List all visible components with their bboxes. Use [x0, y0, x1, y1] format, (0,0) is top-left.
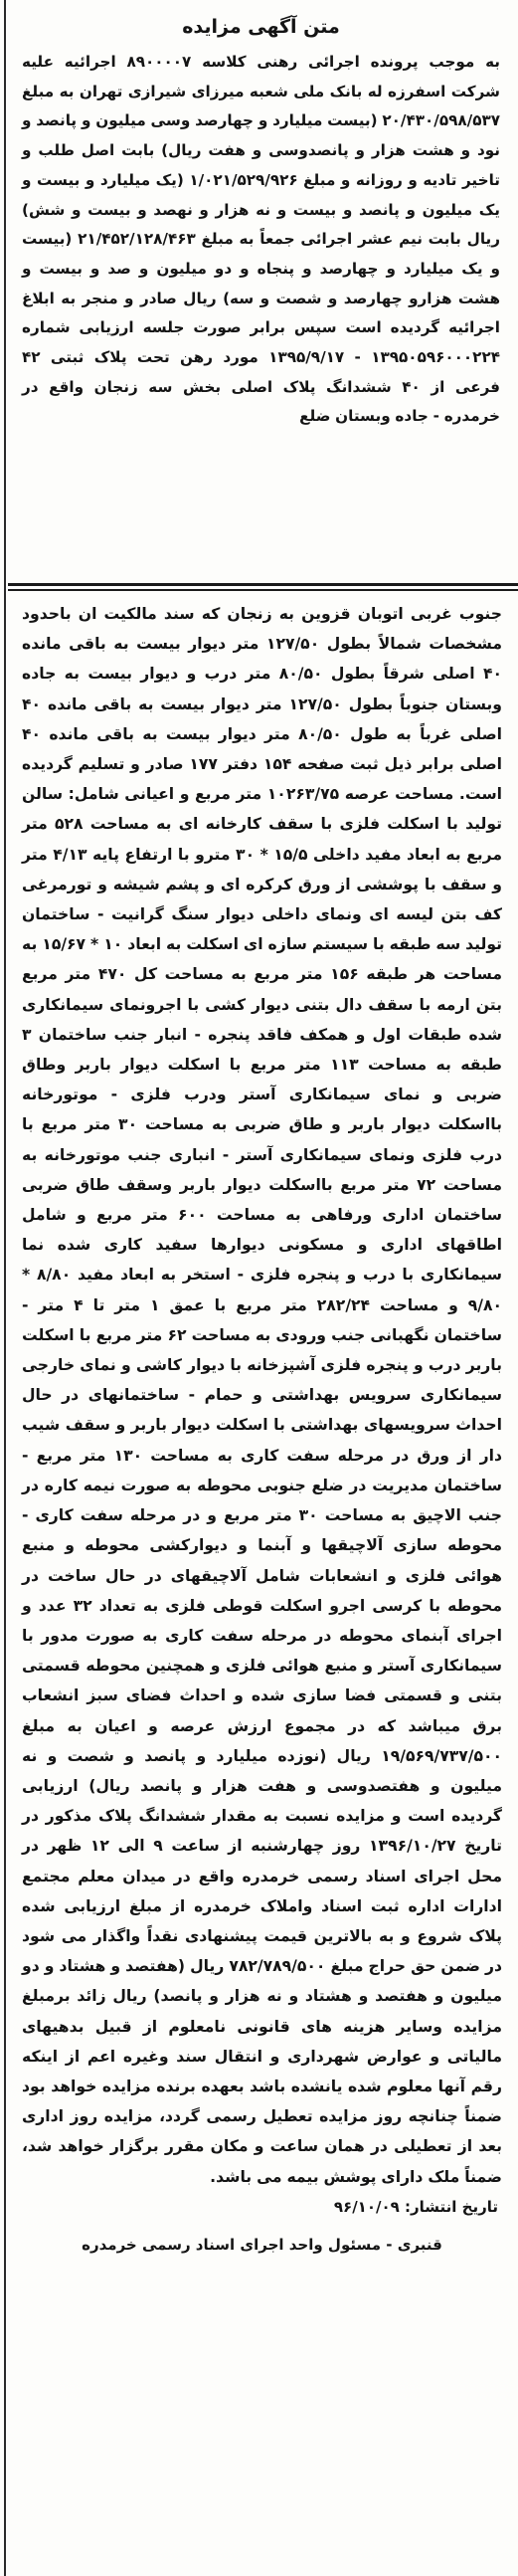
- notice-body-part1: به موجب پرونده اجرائی رهنی کلاسه ۸۹۰۰۰۰۷ اجرائیه علیه شرکت اسفرزه له بانک ملی شعبه میرزای شیرازی تهران به مبلغ ۲۰/۴۳۰/۵۹۸/۵۳۷ (بیست میلیارد و چهارصد وسی میلیون و پانصد و نود و هشت هزار و پانصدوسی و هفت ریال) بابت اصل طلب و تاخیر تادیه و روزانه و مبلغ ۱/۰۲۱/۵۲۹/۹۲۶ (یک میلیارد و بیست و یک میلیون و پانصد و بیست و نه هزار و نهصد و بیست و شش) ریال بابت نیم عشر اجرائی جمعاً به مبلغ ۲۱/۴۵۲/۱۲۸/۴۶۳ (بیست و یک میلیارد و چهارصد و پنجاه و دو میلیون و صد و بیست و هشت هزارو چهارصد و شصت و سه) ریال صادر و منجر به ابلاغ اجرائیه گردیده است سپس برابر صورت جلسه ارزیابی شماره ۱۳۹۵۰۵۹۶۰۰۰۲۲۴ - ۱۳۹۵/۹/۱۷ مورد رهن تحت پلاک ثبتی ۴۲ فرعی از ۴۰ ششدانگ پلاک اصلی بخش سه زنجان واقع در خرمدره - جاده وبستان ضلع: [22, 53, 501, 426]
- publish-date: تاریخ انتشار: ۹۶/۱۰/۰۹: [333, 2197, 498, 2216]
- column-rule: [4, 0, 6, 2576]
- column-break-divider: [8, 583, 518, 591]
- notice-body-part2: جنوب غربی اتوبان قزوین به زنجان که سند مالکیت ان باحدود مشخصات شمالاً بطول ۱۲۷/۵۰ متر دیوار بیست به باقی مانده ۴۰ اصلی شرقاً بطول ۸۰/۵۰ متر درب و دیوار بیست به جاده وبستان جنوباً بطول ۱۲۷/۵۰ متر دیوار بیست به باقی مانده ۴۰ اصلی غرباً به طول ۸۰/۵۰ متر دیوار بیست به باقی مانده ۴۰ اصلی برابر ذیل ثبت صفحه ۱۵۴ دفتر ۱۷۷ صادر و تسلیم گردیده است. مساحت عرصه ۱۰۲۶۳/۷۵ متر مربع و اعیانی شامل: سالن تولید با اسکلت فلزی با سقف کارخانه ای به مساحت ۵۲۸ متر مربع به ابعاد مفید داخلی ۱۵/۵ * ۳۰ مترو با ارتفاع پایه ۴/۱۳ متر و سقف با پوششی از ورق کرکره ای و پشم شیشه و تورمرغی کف بتن لیسه ای ونمای داخلی دیوار سنگ گرانیت - ساختمان تولید سه طبقه با سیستم سازه ای اسکلت به ابعاد ۱۰ * ۱۵/۶۷ به مساحت هر طبقه ۱۵۶ متر مربع به مساحت کل ۴۷۰ متر مربع بتن ارمه با سقف دال بتنی دیوار کشی با اجرونمای سیمانکاری شده طبقات اول و همکف فاقد پنجره - انبار جنب ساختمان ۳ طبقه به مساحت ۱۱۳ متر مربع با اسکلت دیوار باربر وطاق ضربی و نمای سیمانکاری آستر ودرب فلزی - موتورخانه بااسکلت دیوار باربر و طاق ضربی به مساحت ۳۰ متر مربع با درب فلزی ونمای سیمانکاری آستر - انباری جنب موتورخانه به مساحت ۷۲ متر مربع بااسکلت دیوار باربر وسقف طاق ضربی ساختمان اداری ورفاهی به مساحت ۶۰۰ متر مربع و شامل اطاقهای اداری و مسکونی دیوارها سفید کاری شده نما سیمانکاری با درب و پنجره فلزی - استخر به ابعاد مفید ۸/۸۰ * ۹/۸۰ و مساحت ۲۸۲/۲۴ متر مربع با عمق ۱ متر تا ۴ متر - ساختمان نگهبانی جنب ورودی به مساحت ۶۲ متر مربع با اسکلت باربر درب و پنجره فلزی آشپزخانه با دیوار کاشی و نمای خارجی سیمانکاری سرویس بهداشتی و حمام - ساختمانهای در حال احداث سرویسهای بهداشتی با اسکلت دیوار باربر و سقف شیب دار از ورق در مرحله سفت کاری به مساحت ۱۳۰ متر مربع - ساختمان مدیریت در ضلع جنوبی محوطه به صورت نیمه کاره در جنب الاچیق به مساحت ۳۰ متر مربع و در مرحله سفت کاری - محوطه سازی آلاچیقها و آبنما و دیوارکشی محوطه و منبع هوائی فلزی و انشعابات شامل آلاچیقهای در حال ساخت در محوطه با کرسی اجرو اسکلت قوطی فلزی به تعداد ۳۲ عدد و اجرای آبنمای محوطه در مرحله سفت کاری به صورت مدور با سیمانکاری آستر و منبع هوائی فلزی و همچنین محوطه قسمتی بتنی و قسمتی فضا سازی شده و احداث فضای سبز انشعاب برق میباشد که در مجموع ارزش عرصه و اعیان به مبلغ ۱۹/۵۶۹/۷۳۷/۵۰۰ ریال (نوزده میلیارد و پانصد و شصت و نه میلیون و هفتصدوسی و هفت هزار و پانصد ریال) ارزیابی گردیده است و مزایده نسبت به مقدار ششدانگ پلاک مذکور در تاریخ ۱۳۹۶/۱۰/۲۷ روز چهارشنبه از ساعت ۹ الی ۱۲ ظهر در محل اجرای اسناد رسمی خرمدره واقع در میدان معلم مجتمع ادارات اداره ثبت اسناد واملاک خرمدره از مبلغ ارزیابی شده پلاک شروع و به بالاترین قیمت پیشنهادی نقداً واگذار می شود در ضمن حق حراج مبلغ ۷۸۲/۷۸۹/۵۰۰ ریال (هفتصد و هشتاد و دو میلیون و هفتصد و هشتاد و نه هزار و پانصد) ریال زائد برمبلغ مزایده وسایر هزینه های قانونی نامعلوم از قبیل بدهیهای مالیاتی و عوارض شهرداری و انتقال سند وغیره اعم از اینکه رقم آنها معلوم شده یانشده باشد بعهده برنده مزایده خواهد بود ضمناً چنانچه روز مزایده تعطیل رسمی گردد، مزایده روز اداری بعد از تعطیلی در همان ساعت و مکان مقرر برگزار خواهد شد، ضمناً ملک دارای پوشش بیمه می باشد.: [22, 605, 503, 2186]
- notice-top-block: [8, 0, 518, 583]
- notice-bottom-block: [8, 595, 518, 2576]
- signature-line: قنبری - مسئول واحد اجرای اسناد رسمی خرمدره: [82, 2235, 442, 2254]
- notice-title: متن آگهی مزایده: [182, 16, 340, 38]
